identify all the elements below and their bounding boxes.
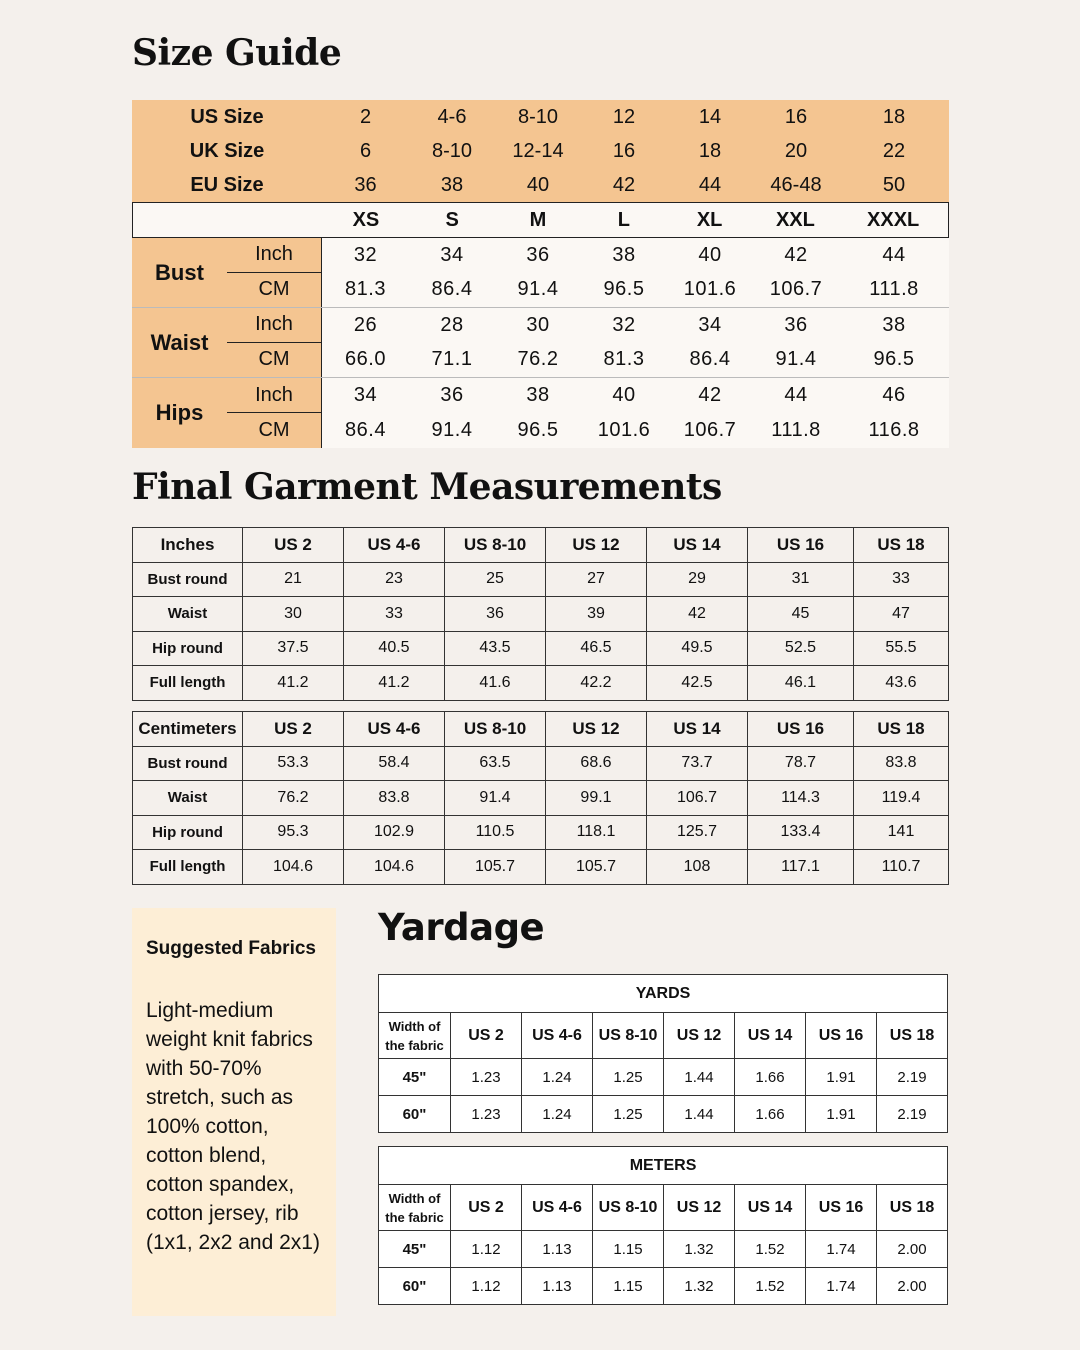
table-cell: 110.5 xyxy=(445,815,546,850)
table-cell: 1.66 xyxy=(735,1059,806,1096)
table-cell: 33 xyxy=(344,597,445,632)
measurement-cell: 34 xyxy=(353,384,378,406)
table-cell: 114.3 xyxy=(748,781,854,816)
size-header: US 16 xyxy=(806,1185,877,1231)
table-cell: 1.74 xyxy=(806,1231,877,1268)
measurement-cell: 96.5 xyxy=(603,278,645,301)
body-measurements xyxy=(132,238,949,448)
measurement-cell: 46 xyxy=(882,384,906,406)
size-header: US 12 xyxy=(664,1013,735,1059)
table-cell: 104.6 xyxy=(344,850,445,885)
measurement-cell: 44 xyxy=(882,243,906,266)
measurement-name: Waist xyxy=(132,308,227,377)
table-cell: 39 xyxy=(546,597,647,632)
us-size-cell: 18 xyxy=(882,105,906,128)
eu-size-cell: 38 xyxy=(440,173,464,196)
size-header: US 16 xyxy=(748,528,854,563)
table-cell: 42.2 xyxy=(546,666,647,701)
size-header: US 14 xyxy=(735,1013,806,1059)
table-cell: 47 xyxy=(854,597,949,632)
table-cell: 1.32 xyxy=(664,1231,735,1268)
caption-row xyxy=(379,975,948,1013)
fabric-width-cell: 60" xyxy=(379,1096,451,1133)
table-cell: 52.5 xyxy=(748,631,854,666)
row-label: Full length xyxy=(133,666,243,701)
table-header-row xyxy=(133,712,949,747)
row-label: Waist xyxy=(133,597,243,632)
uk-size-cell: 18 xyxy=(698,139,722,162)
caption-row xyxy=(379,1147,948,1185)
measurement-cell: 40 xyxy=(612,384,636,406)
measurement-cell: 66.0 xyxy=(345,348,386,371)
size-header: US 14 xyxy=(647,528,748,563)
uk-size-cell: 12-14 xyxy=(512,139,564,162)
measurement-cell: 101.6 xyxy=(683,278,737,301)
measurement-cell: 38 xyxy=(612,243,636,266)
row-label: Hip round xyxy=(133,815,243,850)
fabric-width-cell: 45" xyxy=(379,1059,451,1096)
table-row xyxy=(379,1059,948,1096)
inch-unit-label: Inch xyxy=(227,308,321,343)
garment-centimeters-table xyxy=(132,711,949,885)
measurement-values xyxy=(322,378,949,448)
table-cell: 110.7 xyxy=(854,850,949,885)
table-cell: 42.5 xyxy=(647,666,748,701)
unit-caption: YARDS xyxy=(379,975,948,1013)
us-size-cell: 16 xyxy=(784,105,808,128)
table-cell: 55.5 xyxy=(854,631,949,666)
measurement-cell: 28 xyxy=(440,313,464,336)
size-header: US 12 xyxy=(664,1185,735,1231)
size-header: US 4-6 xyxy=(522,1013,593,1059)
size-header: US 18 xyxy=(877,1013,948,1059)
table-row xyxy=(133,631,949,666)
table-cell: 106.7 xyxy=(647,781,748,816)
row-label: Full length xyxy=(133,850,243,885)
size-header: US 12 xyxy=(546,712,647,747)
unit-header: Centimeters xyxy=(133,712,243,747)
table-cell: 31 xyxy=(748,562,854,597)
table-header-row xyxy=(379,1013,948,1059)
row-label: Bust round xyxy=(133,562,243,597)
cm-values-row xyxy=(322,273,949,308)
eu-size-cell: 42 xyxy=(612,173,636,196)
eu-size-cell: 40 xyxy=(526,173,550,196)
table-cell: 1.23 xyxy=(451,1096,522,1133)
size-header: US 18 xyxy=(854,528,949,563)
letter-size-cell: M xyxy=(529,208,547,231)
table-cell: 73.7 xyxy=(647,746,748,781)
uk-size-cell: 20 xyxy=(784,139,808,162)
size-header: US 14 xyxy=(735,1185,806,1231)
table-cell: 1.12 xyxy=(451,1231,522,1268)
measurement-cell: 36 xyxy=(440,384,464,406)
table-cell: 99.1 xyxy=(546,781,647,816)
table-cell: 2.00 xyxy=(877,1231,948,1268)
eu-size-label: EU Size xyxy=(190,173,264,196)
garment-measurements-title: Final Garment Measurements xyxy=(132,466,722,508)
table-cell: 1.24 xyxy=(522,1059,593,1096)
cm-unit-label: CM xyxy=(258,419,290,441)
table-cell: 83.8 xyxy=(854,746,949,781)
table-cell: 41.2 xyxy=(344,666,445,701)
us-size-cell: 4-6 xyxy=(437,105,467,128)
uk-size-cell: 16 xyxy=(612,139,636,162)
cm-values-row xyxy=(322,413,949,448)
measurement-name: Bust xyxy=(132,238,227,307)
row-label: Hip round xyxy=(133,631,243,666)
table-cell: 133.4 xyxy=(748,815,854,850)
table-header-row xyxy=(379,1185,948,1231)
table-cell: 1.13 xyxy=(522,1268,593,1305)
inch-unit-label: Inch xyxy=(227,378,321,413)
us-size-cell: 8-10 xyxy=(517,105,559,128)
measurement-cell: 36 xyxy=(784,313,808,336)
table-cell: 1.44 xyxy=(664,1096,735,1133)
table-cell: 95.3 xyxy=(243,815,344,850)
size-header: US 8-10 xyxy=(445,712,546,747)
eu-size-row xyxy=(132,168,949,202)
table-cell: 1.32 xyxy=(664,1268,735,1305)
size-header: US 4-6 xyxy=(522,1185,593,1231)
fabric-width-label-line1: Width of xyxy=(388,1018,441,1034)
table-cell: 42 xyxy=(647,597,748,632)
measurement-cell: 111.8 xyxy=(771,419,821,441)
table-row xyxy=(133,815,949,850)
table-cell: 27 xyxy=(546,562,647,597)
table-cell: 46.1 xyxy=(748,666,854,701)
table-cell: 21 xyxy=(243,562,344,597)
eu-size-cell: 50 xyxy=(882,173,906,196)
measurement-cell: 40 xyxy=(698,243,722,266)
table-row xyxy=(133,562,949,597)
garment-inches-table xyxy=(132,527,949,701)
table-cell: 1.24 xyxy=(522,1096,593,1133)
eu-size-cell: 36 xyxy=(354,173,377,196)
table-cell: 1.52 xyxy=(735,1231,806,1268)
measurement-cell: 81.3 xyxy=(345,278,386,301)
table-cell: 53.3 xyxy=(243,746,344,781)
row-label: Bust round xyxy=(133,746,243,781)
measurement-cell: 86.4 xyxy=(689,348,731,371)
us-size-row xyxy=(132,100,949,134)
measurement-values xyxy=(322,238,949,307)
table-cell: 1.12 xyxy=(451,1268,522,1305)
table-cell: 1.66 xyxy=(735,1096,806,1133)
table-row xyxy=(379,1096,948,1133)
yardage-title: Yardage xyxy=(378,906,545,949)
measurement-cell: 32 xyxy=(612,313,636,336)
table-row xyxy=(133,850,949,885)
table-cell: 117.1 xyxy=(748,850,854,885)
table-cell: 78.7 xyxy=(748,746,854,781)
measurement-values xyxy=(322,308,949,377)
table-cell: 104.6 xyxy=(243,850,344,885)
table-cell: 63.5 xyxy=(445,746,546,781)
suggested-fabrics-text: Light-medium weight knit fabrics with 50-70% stretch, such as 100% cotton, cotton blend, cotton spandex, cotton jersey, rib (1x1, 2x2 and 2x1) xyxy=(146,999,320,1254)
row-label: Waist xyxy=(133,781,243,816)
size-header: US 12 xyxy=(546,528,647,563)
uk-size-label: UK Size xyxy=(189,139,265,162)
table-cell: 45 xyxy=(748,597,854,632)
inch-unit-label: Inch xyxy=(227,238,321,273)
measurement-cell: 38 xyxy=(526,384,550,406)
table-cell: 125.7 xyxy=(647,815,748,850)
eu-size-cell: 44 xyxy=(698,173,722,196)
cm-values-row xyxy=(322,343,949,378)
uk-size-cell: 22 xyxy=(882,139,906,162)
table-cell: 119.4 xyxy=(854,781,949,816)
letter-size-row xyxy=(132,202,949,238)
inch-values-row xyxy=(322,308,949,343)
measurement-cell: 106.7 xyxy=(769,278,823,301)
fabric-width-label-line2: the fabric xyxy=(385,1037,444,1053)
uk-size-cell: 6 xyxy=(359,139,372,162)
table-cell: 46.5 xyxy=(546,631,647,666)
us-size-cell: 2 xyxy=(359,105,372,128)
measurement-cell: 36 xyxy=(526,243,550,266)
measurement-row xyxy=(132,308,949,378)
measurement-cell: 42 xyxy=(698,384,722,406)
measurement-cell: 34 xyxy=(698,313,722,336)
eu-size-cell: 46-48 xyxy=(770,173,822,196)
cm-unit-label: CM xyxy=(258,348,290,371)
yardage-meters-table xyxy=(378,1146,948,1305)
size-header: US 8-10 xyxy=(445,528,546,563)
us-size-cell: 12 xyxy=(612,105,636,128)
size-header: US 14 xyxy=(647,712,748,747)
size-header: US 16 xyxy=(806,1013,877,1059)
size-header: US 16 xyxy=(748,712,854,747)
unit-header: Inches xyxy=(133,528,243,563)
size-header: US 2 xyxy=(451,1013,522,1059)
table-cell: 141 xyxy=(854,815,949,850)
measurement-cell: 30 xyxy=(526,313,550,336)
size-header: US 4-6 xyxy=(344,528,445,563)
table-cell: 41.6 xyxy=(445,666,546,701)
table-cell: 25 xyxy=(445,562,546,597)
table-cell: 118.1 xyxy=(546,815,647,850)
size-header: US 18 xyxy=(854,712,949,747)
table-cell: 40.5 xyxy=(344,631,445,666)
table-cell: 33 xyxy=(854,562,949,597)
unit-column xyxy=(227,238,322,307)
table-cell: 102.9 xyxy=(344,815,445,850)
table-cell: 1.25 xyxy=(593,1059,664,1096)
fabric-width-label-line2: the fabric xyxy=(385,1209,444,1225)
table-cell: 105.7 xyxy=(445,850,546,885)
size-header: US 8-10 xyxy=(593,1013,664,1059)
size-guide-table xyxy=(132,100,949,448)
inch-values-row xyxy=(322,378,949,413)
size-header: US 8-10 xyxy=(593,1185,664,1231)
table-row xyxy=(133,746,949,781)
table-cell: 23 xyxy=(344,562,445,597)
letter-size-cell: XL xyxy=(696,208,723,231)
measurement-cell: 96.5 xyxy=(517,419,559,441)
unit-column xyxy=(227,378,322,448)
letter-size-cell: L xyxy=(617,208,630,231)
table-cell: 43.5 xyxy=(445,631,546,666)
measurement-cell: 42 xyxy=(784,243,808,266)
measurement-cell: 111.8 xyxy=(869,278,919,301)
fabric-width-label-line1: Width of xyxy=(388,1190,441,1206)
table-cell: 1.74 xyxy=(806,1268,877,1305)
fabric-width-cell: 45" xyxy=(379,1231,451,1268)
table-cell: 1.44 xyxy=(664,1059,735,1096)
fabric-width-cell: 60" xyxy=(379,1268,451,1305)
measurement-row xyxy=(132,378,949,448)
table-cell: 83.8 xyxy=(344,781,445,816)
table-cell: 58.4 xyxy=(344,746,445,781)
measurement-cell: 106.7 xyxy=(683,419,737,441)
letter-size-cell: XXL xyxy=(775,208,815,231)
letter-size-cell: XXXL xyxy=(867,208,920,231)
table-cell: 41.2 xyxy=(243,666,344,701)
measurement-cell: 91.4 xyxy=(517,278,559,301)
size-header: US 18 xyxy=(877,1185,948,1231)
inch-values-row xyxy=(322,238,949,273)
table-row xyxy=(379,1268,948,1305)
measurement-cell: 116.8 xyxy=(868,419,920,441)
table-cell: 1.91 xyxy=(806,1059,877,1096)
us-size-cell: 14 xyxy=(698,105,722,128)
measurement-cell: 38 xyxy=(882,313,906,336)
table-row xyxy=(133,597,949,632)
table-cell: 1.15 xyxy=(593,1231,664,1268)
table-cell: 76.2 xyxy=(243,781,344,816)
table-cell: 49.5 xyxy=(647,631,748,666)
table-cell: 1.13 xyxy=(522,1231,593,1268)
table-row xyxy=(379,1231,948,1268)
table-cell: 105.7 xyxy=(546,850,647,885)
size-conversion-header xyxy=(132,100,949,202)
cm-unit-label: CM xyxy=(258,278,290,301)
measurement-cell: 26 xyxy=(353,313,378,336)
table-cell: 2.00 xyxy=(877,1268,948,1305)
measurement-cell: 91.4 xyxy=(431,419,473,441)
table-cell: 29 xyxy=(647,562,748,597)
measurement-cell: 76.2 xyxy=(517,348,559,371)
table-cell: 91.4 xyxy=(445,781,546,816)
table-cell: 1.15 xyxy=(593,1268,664,1305)
table-cell: 43.6 xyxy=(854,666,949,701)
size-header: US 2 xyxy=(243,712,344,747)
unit-column xyxy=(227,308,322,377)
measurement-cell: 86.4 xyxy=(431,278,473,301)
table-cell: 1.52 xyxy=(735,1268,806,1305)
letter-size-cell: S xyxy=(445,208,459,231)
suggested-fabrics-panel xyxy=(132,908,336,1316)
measurement-cell: 32 xyxy=(353,243,378,266)
suggested-fabrics-title: Suggested Fabrics xyxy=(146,938,316,959)
size-header: US 2 xyxy=(451,1185,522,1231)
table-cell: 2.19 xyxy=(877,1096,948,1133)
table-header-row xyxy=(133,528,949,563)
measurement-name: Hips xyxy=(132,378,227,448)
yardage-yards-table xyxy=(378,974,948,1133)
table-row xyxy=(133,666,949,701)
table-cell: 1.23 xyxy=(451,1059,522,1096)
measurement-cell: 81.3 xyxy=(603,348,645,371)
size-header: US 4-6 xyxy=(344,712,445,747)
size-guide-title: Size Guide xyxy=(132,32,342,74)
fabric-width-header xyxy=(379,1185,451,1231)
table-row xyxy=(133,781,949,816)
measurement-cell: 86.4 xyxy=(345,419,386,441)
table-cell: 2.19 xyxy=(877,1059,948,1096)
size-header: US 2 xyxy=(243,528,344,563)
measurement-cell: 101.6 xyxy=(597,419,651,441)
table-cell: 1.25 xyxy=(593,1096,664,1133)
table-cell: 1.91 xyxy=(806,1096,877,1133)
table-cell: 108 xyxy=(647,850,748,885)
table-cell: 68.6 xyxy=(546,746,647,781)
measurement-cell: 34 xyxy=(440,243,464,266)
uk-size-row xyxy=(132,134,949,168)
measurement-cell: 91.4 xyxy=(775,348,817,371)
letter-size-cell: XS xyxy=(352,208,380,231)
measurement-cell: 96.5 xyxy=(873,348,915,371)
table-cell: 37.5 xyxy=(243,631,344,666)
uk-size-cell: 8-10 xyxy=(431,139,473,162)
us-size-label: US Size xyxy=(190,105,264,128)
measurement-cell: 44 xyxy=(784,384,808,406)
measurement-row xyxy=(132,238,949,308)
unit-caption: METERS xyxy=(379,1147,948,1185)
table-cell: 30 xyxy=(243,597,344,632)
table-cell: 36 xyxy=(445,597,546,632)
measurement-cell: 71.1 xyxy=(431,348,473,371)
fabric-width-header xyxy=(379,1013,451,1059)
